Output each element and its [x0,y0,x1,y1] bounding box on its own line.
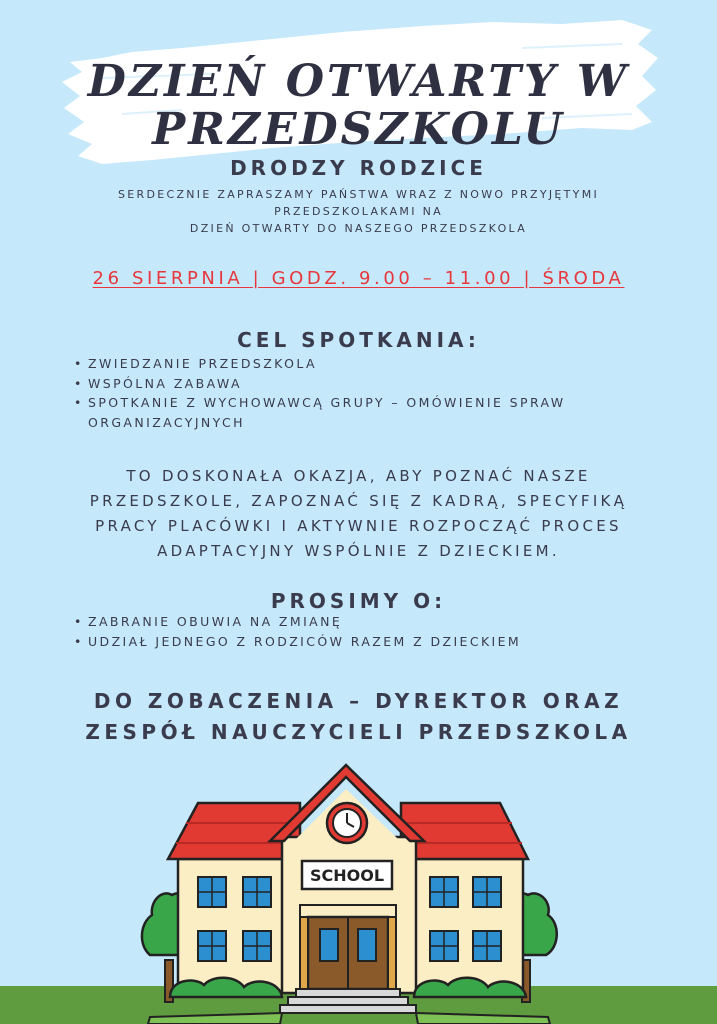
list-item: • SPOTKANIE Z WYCHOWAWCĄ GRUPY – OMÓWIENIE SPRAW ORGANIZACYJNYCH [72,393,652,432]
goal-heading: CEL SPOTKANIA: [237,328,480,352]
event-date-line: 26 SIERPNIA | GODZ. 9.00 – 11.00 | ŚRODA [92,268,625,289]
list-item: • ZABRANIE OBUWIA NA ZMIANĘ [72,612,652,632]
list-item: • UDZIAŁ JEDNEGO Z RODZICÓW RAZEM Z DZIECKIEM [72,632,652,652]
greeting: DRODZY RODZICE [230,156,487,180]
closing-line-2: ZESPÓŁ NAUCZYCIELI PRZEDSZKOLA [85,720,632,744]
school-sign-text: SCHOOL [309,866,385,885]
closing-signature [0,686,717,748]
title-line-2: PRZEDSZKOLU [152,104,565,155]
list-item: • WSPÓLNA ZABAWA [72,374,652,394]
intro-line-1: SERDECZNIE ZAPRASZAMY PAŃSTWA WRAZ Z NOWO PRZYJĘTYMI [117,188,600,201]
request-list [72,612,652,651]
request-heading: PROSIMY O: [270,589,447,613]
info-paragraph: TO DOSKONAŁA OKAZJA, ABY POZNAĆ NASZE PRZEDSZKOLE, ZAPOZNAĆ SIĘ Z KADRĄ, SPECYFIKĄ PRACY PLACÓWKI I AKTYWNIE ROZPOCZĄĆ PROCES ADAPTACYJNY WSPÓLNIE Z DZIECKIEM. [89,467,628,560]
title-line-1: DZIEŃ OTWARTY W [87,56,630,107]
intro-line-3: DZIEŃ OTWARTY DO NASZEGO PRZEDSZKOLA [189,222,528,235]
school-building-icon [0,755,717,1024]
closing-line-1: DO ZOBACZENIA – DYREKTOR ORAZ [93,689,624,713]
goal-list [72,354,652,432]
intro-text [0,186,717,237]
intro-line-2: PRZEDSZKOLAKAMI NA [274,205,443,218]
list-item: • ZWIEDZANIE PRZEDSZKOLA [72,354,652,374]
